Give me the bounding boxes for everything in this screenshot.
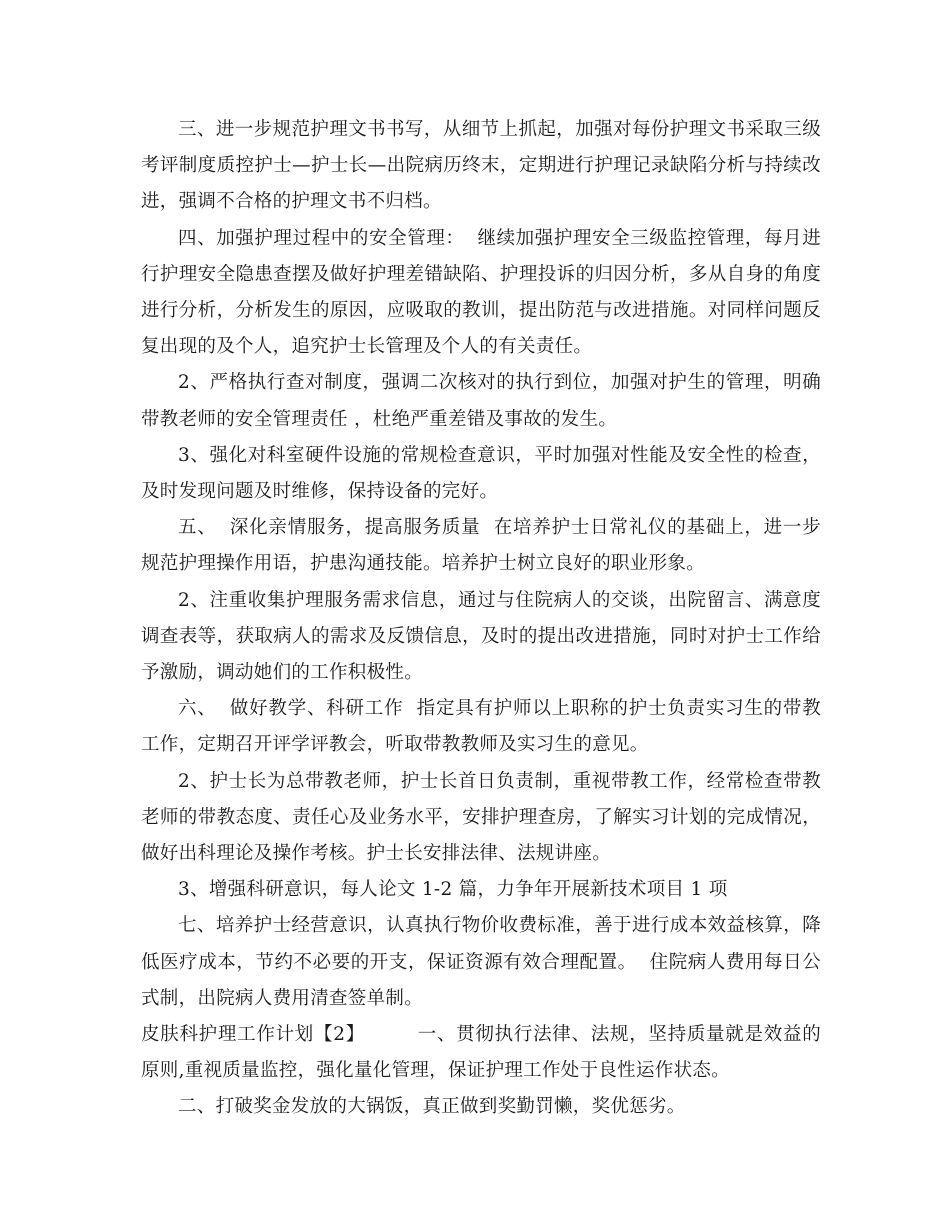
document-body bbox=[141, 112, 821, 1126]
paragraph-section-5: 五、 深化亲情服务，提高服务质量 在培养护士日常礼仪的基础上，进一步规范护理操作用语，护患沟通技能。培养护士树立良好的职业形象。 bbox=[141, 517, 821, 575]
paragraph-plan-2-item-2: 二、打破奖金发放的大锅饭，真正做到奖勤罚懒，奖优惩劣。 bbox=[178, 1096, 686, 1118]
paragraph-section-7: 七、培养护士经营意识，认真执行物价收费标准，善于进行成本效益核算，降低医疗成本，节约不必要的开支，保证资源有效合理配置。 住院病人费用每日公式制，出院病人费用清查签单制。 bbox=[141, 915, 821, 1009]
paragraph-section-4-item-2: 2、严格执行查对制度，强调二次核对的执行到位，加强对护生的管理，明确带教老师的安全管理责任 ，杜绝严重差错及事故的发生。 bbox=[141, 372, 821, 430]
paragraph-section-6-item-3: 3、增强科研意识，每人论文 1-2 篇，力争年开展新技术项目 1 项 bbox=[178, 879, 728, 901]
paragraph-section-3: 三、进一步规范护理文书书写，从细节上抓起，加强对每份护理文书采取三级考评制度质控护士—护士长—出院病历终末，定期进行护理记录缺陷分析与持续改进，强调不合格的护理文书不归档。 bbox=[141, 119, 821, 213]
paragraph-section-6-item-2: 2、护士长为总带教老师，护士长首日负责制，重视带教工作，经常检查带教老师的带教态度、责任心及业务水平，安排护理查房，了解实习计划的完成情况，做好出科理论及操作考核。护士长安排法律、法规讲座。 bbox=[141, 770, 821, 865]
paragraph-section-6: 六、 做好教学、科研工作 指定具有护师以上职称的护士负责实习生的带教工作，定期召开评学评教会，听取带教教师及实习生的意见。 bbox=[141, 698, 821, 756]
paragraph-section-4: 四、加强护理过程中的安全管理： 继续加强护理安全三级监控管理，每月进行护理安全隐患查摆及做好护理差错缺陷、护理投诉的归因分析，多从自身的角度进行分析，分析发生的原因，应吸取的教训，提出防范与改进措施。对同样问题反复出现的及个人，追究护士长管理及个人的有关责任。 bbox=[141, 227, 821, 358]
paragraph-section-4-item-3: 3、强化对科室硬件设施的常规检查意识，平时加强对性能及安全性的检查，及时发现问题及时维修，保持设备的完好。 bbox=[141, 444, 821, 503]
paragraph-plan-2-heading: 皮肤科护理工作计划【2】 一、贯彻执行法律、法规，坚持质量就是效益的原则,重视质量监控，强化量化管理，保证护理工作处于良性运作状态。 bbox=[141, 1024, 821, 1082]
paragraph-section-5-item-2: 2、注重收集护理服务需求信息，通过与住院病人的交谈，出院留言、满意度调查表等，获取病人的需求及反馈信息，及时的提出改进措施，同时对护士工作给予激励，调动她们的工作积极性。 bbox=[141, 589, 821, 684]
